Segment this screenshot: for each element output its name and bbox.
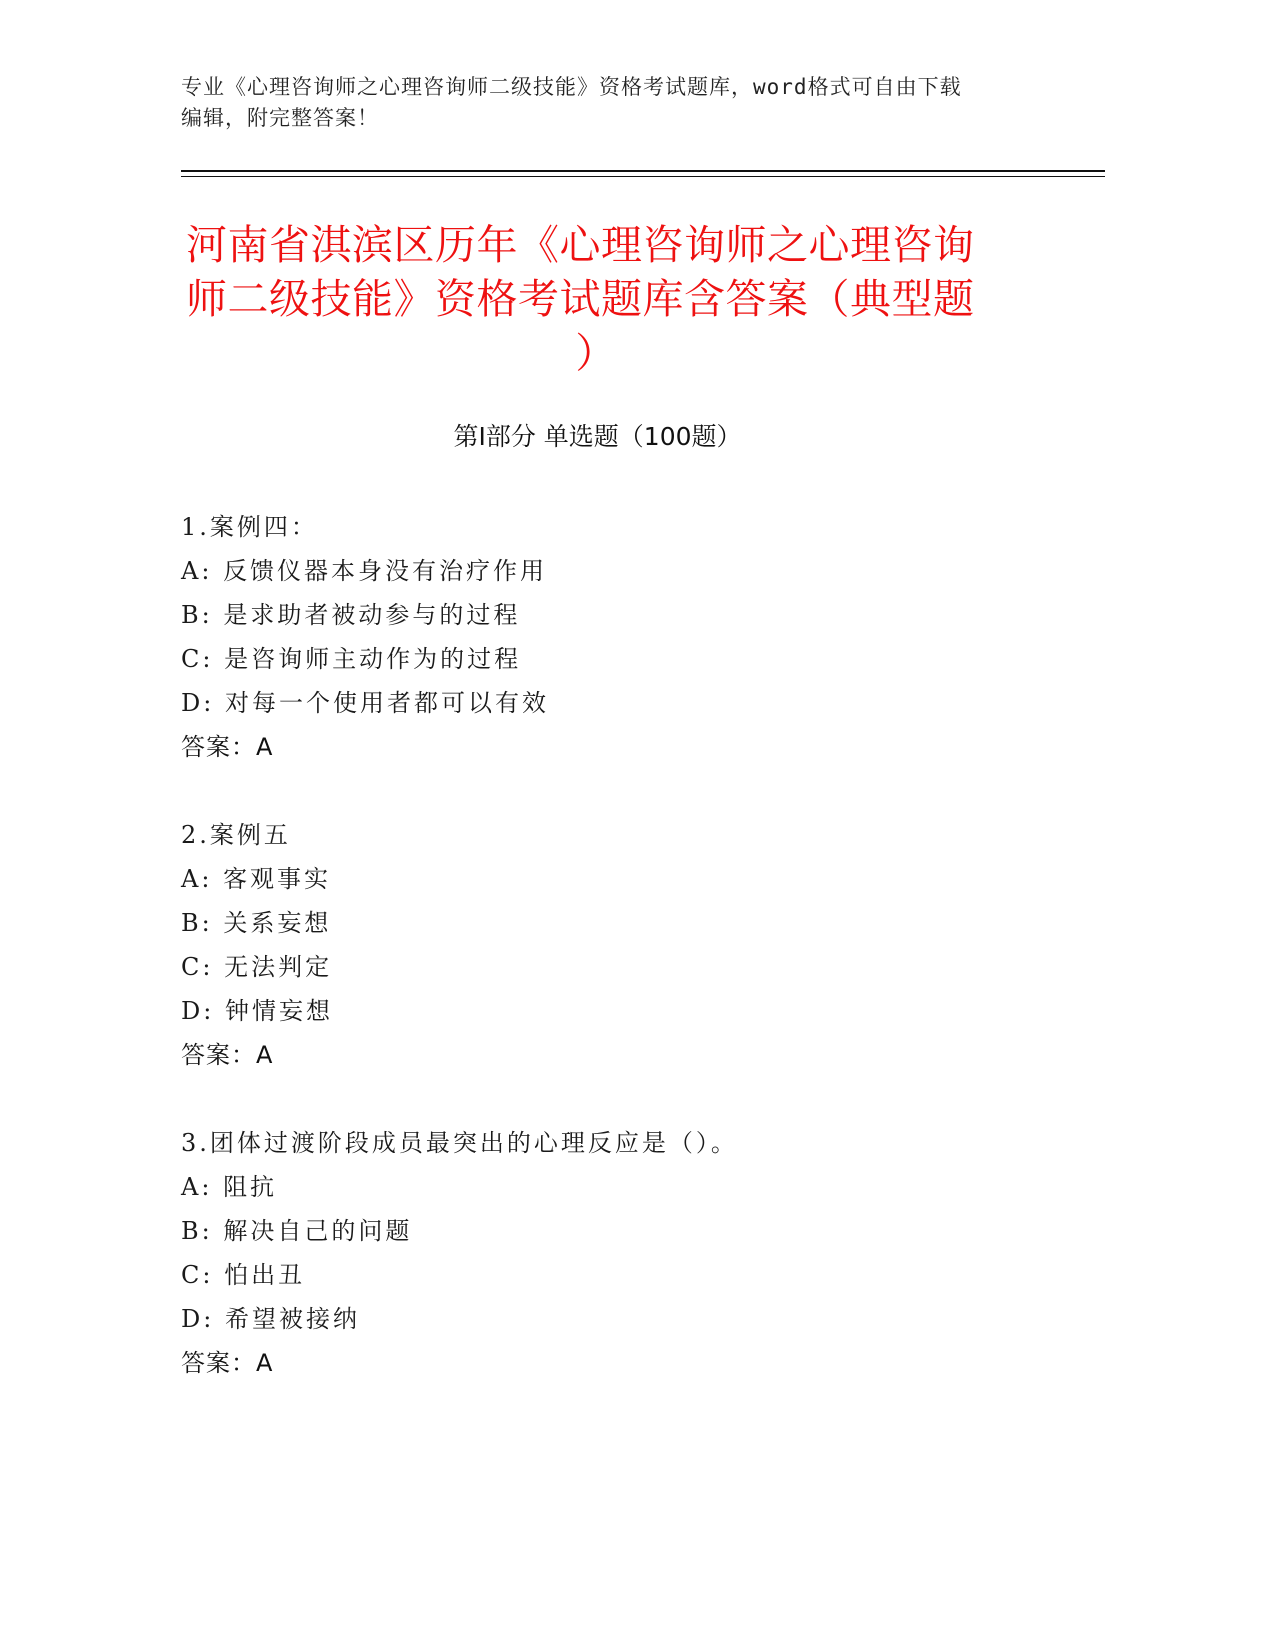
question-item <box>181 1121 1081 1385</box>
option-b <box>181 1209 1081 1253</box>
option-key: C: <box>181 645 214 673</box>
option-d <box>181 681 1081 725</box>
option-c <box>181 1253 1081 1297</box>
option-key: D: <box>181 997 215 1025</box>
option-key: A: <box>181 557 213 585</box>
title-line: 河南省淇滨区历年《心理咨询师之心理咨询 <box>186 221 975 269</box>
title-line: ） <box>575 329 617 377</box>
section-heading: 第Ⅰ部分 单选题（100题） <box>453 422 742 451</box>
option-key: C: <box>181 1261 214 1289</box>
header-divider-thin <box>181 176 1105 177</box>
option-text: 无法判定 <box>224 953 333 981</box>
option-text: 是咨询师主动作为的过程 <box>224 645 522 673</box>
option-text: 钟情妄想 <box>224 997 333 1025</box>
header-note <box>181 72 1041 134</box>
option-text: 对每一个使用者都可以有效 <box>224 689 549 717</box>
option-a <box>181 857 1081 901</box>
header-note-line: 专业《心理咨询师之心理咨询师二级技能》资格考试题库，word格式可自由下载 <box>181 75 962 99</box>
answer-line: 答案：A <box>181 1041 274 1069</box>
question-item <box>181 505 1081 769</box>
option-text: 关系妄想 <box>223 909 332 937</box>
option-key: A: <box>181 1173 213 1201</box>
option-d <box>181 989 1081 1033</box>
answer-line: 答案：A <box>181 733 274 761</box>
title-line: 师二级技能》资格考试题库含答案（典型题 <box>186 275 975 323</box>
option-text: 是求助者被动参与的过程 <box>223 601 521 629</box>
option-key: D: <box>181 1305 215 1333</box>
answer-line: 答案：A <box>181 1349 274 1377</box>
option-key: C: <box>181 953 214 981</box>
option-text: 阻抗 <box>223 1173 278 1201</box>
document-title <box>186 218 1036 380</box>
option-key: B: <box>181 601 213 629</box>
option-text: 希望被接纳 <box>224 1305 360 1333</box>
option-key: D: <box>181 689 215 717</box>
question-stem: 1.案例四： <box>181 513 318 541</box>
option-text: 解决自己的问题 <box>223 1217 413 1245</box>
option-b <box>181 901 1081 945</box>
option-a <box>181 549 1081 593</box>
option-text: 反馈仪器本身没有治疗作用 <box>223 557 548 585</box>
option-c <box>181 637 1081 681</box>
option-key: B: <box>181 909 213 937</box>
option-text: 怕出丑 <box>224 1261 306 1289</box>
option-key: A: <box>181 865 213 893</box>
question-stem: 3.团体过渡阶段成员最突出的心理反应是（）。 <box>181 1129 738 1157</box>
option-text: 客观事实 <box>223 865 332 893</box>
header-divider-thick <box>181 170 1105 172</box>
option-c <box>181 945 1081 989</box>
header-note-line: 编辑，附完整答案！ <box>181 106 379 130</box>
question-stem: 2.案例五 <box>181 821 291 849</box>
option-a <box>181 1165 1081 1209</box>
option-b <box>181 593 1081 637</box>
question-list <box>181 505 1081 1429</box>
option-d <box>181 1297 1081 1341</box>
question-item <box>181 813 1081 1077</box>
option-key: B: <box>181 1217 213 1245</box>
